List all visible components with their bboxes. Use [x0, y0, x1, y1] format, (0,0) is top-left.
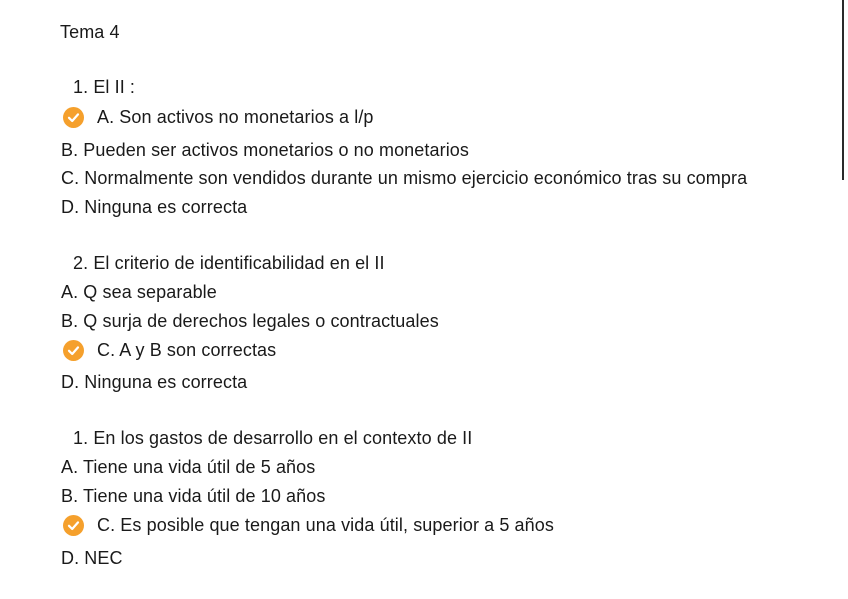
- question-heading: [73, 427, 472, 449]
- question-number: 2.: [73, 253, 89, 273]
- answer-option: B. Q surja de derechos legales o contractuales: [61, 311, 439, 331]
- answer-option: D. Ninguna es correcta: [61, 372, 248, 392]
- answer-option: B. Tiene una vida útil de 10 años: [61, 486, 326, 506]
- answer-option: D. Ninguna es correcta: [61, 197, 248, 217]
- checkmark-circle-icon: [63, 107, 84, 128]
- question-number: 1.: [73, 77, 89, 97]
- answer-option: C. A y B son correctas: [97, 340, 277, 360]
- answer-option: A. Q sea separable: [61, 282, 217, 302]
- question-text: El II :: [93, 77, 136, 97]
- question-number: 1.: [73, 428, 89, 448]
- checkmark-circle-icon: [63, 340, 84, 361]
- answer-option: C. Normalmente son vendidos durante un mismo ejercicio económico tras su compra: [61, 168, 748, 188]
- answer-option: C. Es posible que tengan una vida útil, superior a 5 años: [97, 515, 554, 535]
- page-title: Tema 4: [60, 22, 120, 42]
- answer-option: A. Tiene una vida útil de 5 años: [61, 457, 316, 477]
- answer-option: A. Son activos no monetarios a l/p: [97, 107, 374, 127]
- question-heading: [73, 252, 385, 274]
- question-text: En los gastos de desarrollo en el contexto de II: [93, 428, 473, 448]
- question-heading: [73, 76, 135, 98]
- scroll-indicator[interactable]: [842, 0, 844, 180]
- checkmark-circle-icon: [63, 515, 84, 536]
- question-text: El criterio de identificabilidad en el II: [93, 253, 385, 273]
- answer-option: B. Pueden ser activos monetarios o no monetarios: [61, 140, 470, 160]
- answer-option: D. NEC: [61, 548, 123, 568]
